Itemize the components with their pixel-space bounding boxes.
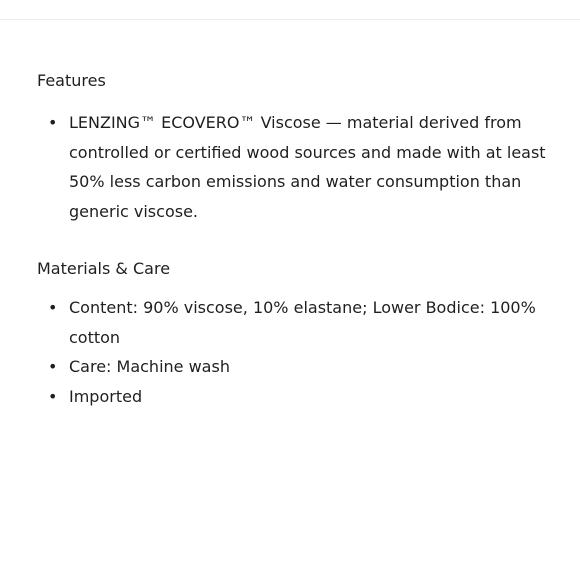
- features-list: [37, 108, 547, 226]
- list-item-text: Imported: [69, 386, 143, 406]
- list-item: [37, 293, 547, 352]
- features-heading: Features: [37, 71, 106, 90]
- list-item: [37, 352, 547, 382]
- materials-care-heading: Materials & Care: [37, 259, 171, 278]
- bullet-icon: •: [48, 113, 58, 132]
- bullet-icon: •: [48, 357, 58, 376]
- list-item-text: Content: 90% viscose, 10% elastane; Lower Bodice: 100% cotton: [69, 298, 536, 347]
- list-item: [37, 382, 547, 412]
- materials-care-list: [37, 293, 547, 411]
- product-details: [37, 70, 547, 411]
- list-item: [37, 108, 547, 226]
- bullet-icon: •: [48, 298, 58, 317]
- list-item-text: Care: Machine wash: [69, 357, 230, 376]
- list-item-text: LENZING™ ECOVERO™ Viscose — material derived from controlled or certified wood sources and made with at least 50% less carbon emissions and water consumption than generic viscose.: [69, 113, 546, 221]
- bullet-icon: •: [48, 386, 58, 406]
- top-divider: [0, 19, 580, 20]
